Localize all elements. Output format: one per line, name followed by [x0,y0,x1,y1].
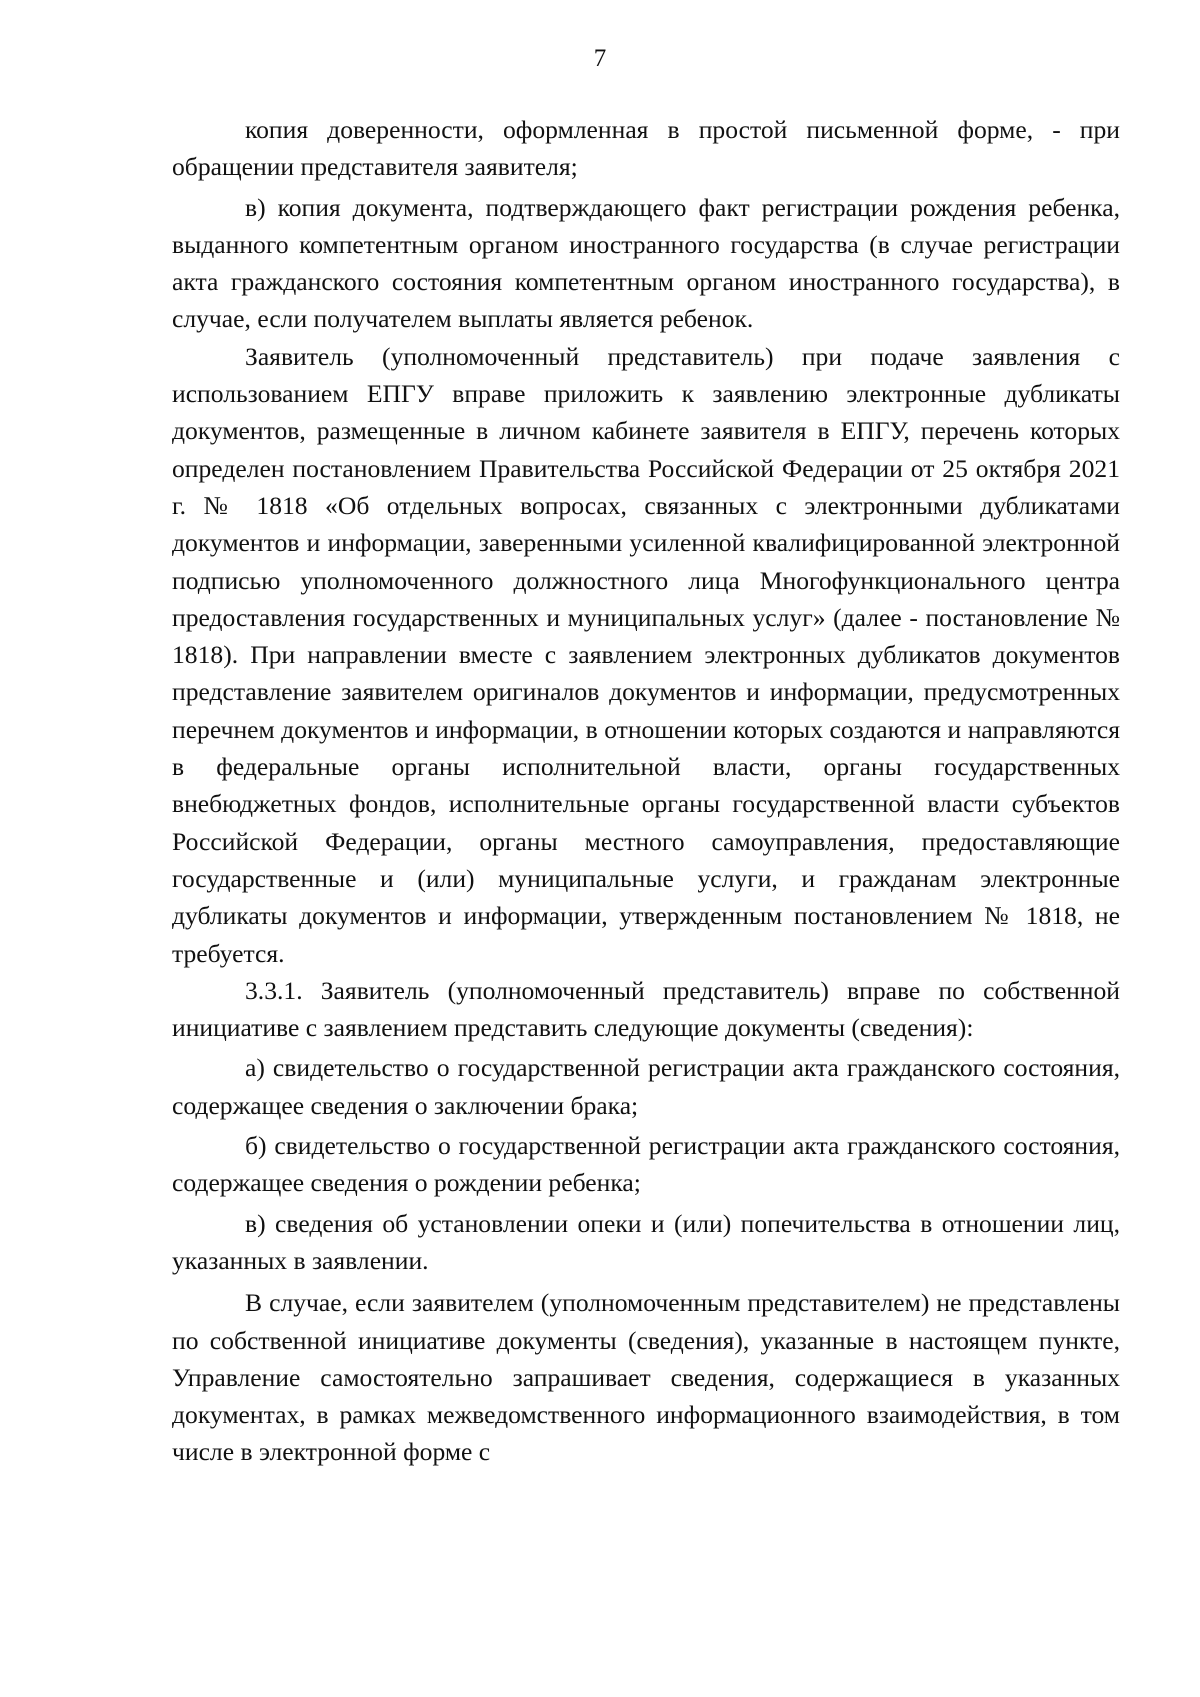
page-number: 7 [593,45,607,72]
paragraph-section-3-3-1: 3.3.1. Заявитель (уполномоченный представитель) вправе по собственной инициативе с заявлением представить следующие документы (сведения): [172,975,1120,1043]
paragraph-birth-registration-copy: в) копия документа, подтверждающего факт регистрации рождения ребенка, выданного компетентным органом иностранного государства (в случае регистрации акта гражданского состояния компетентным органом иностранного государства), в случае, если получателем выплаты является ребенок. [172,192,1120,334]
document-body [172,111,1120,1471]
paragraph-electronic-duplicates: Заявитель (уполномоченный представитель) при подаче заявления с использованием ЕПГУ вправе приложить к заявлению электронные дубликаты документов, размещенные в личном кабинете заявителя в ЕПГУ, перечень которых определен постановлением Правительства Российской Федерации от 25 октября 2021 г. № 1818 «Об отдельных вопросах, связанных с электронными дубликатами документов и информации, заверенными усиленной квалифицированной электронной подписью уполномоченного должностного лица Многофункционального центра предоставления государственных и муниципальных услуг» (далее - постановление № 1818). При направлении вместе с заявлением электронных дубликатов документов представление заявителем оригиналов документов и информации, предусмотренных перечнем документов и информации, в отношении которых создаются и направляются в федеральные органы исполнительной власти, органы государственных внебюджетных фондов, исполнительные органы государственной власти субъектов Российской Федерации, органы местного самоуправления, предоставляющие государственные и (или) муниципальные услуги, и гражданам электронные дубликаты документов и информации, утвержденным постановлением № 1818, не требуется. [172,341,1120,968]
paragraph-item-v: в) сведения об установлении опеки и (или) попечительства в отношении лиц, указанных в заявлении. [172,1208,1120,1275]
paragraph-item-b: б) свидетельство о государственной регистрации акта гражданского состояния, содержащее сведения о рождении ребенка; [172,1131,1120,1198]
paragraph-interagency-request: В случае, если заявителем (уполномоченным представителем) не представлены по собственной инициативе документы (сведения), указанные в настоящем пункте, Управление самостоятельно запрашивает сведения, содержащиеся в указанных документах, в рамках межведомственного информационного взаимодействия, в том числе в электронной форме с [172,1288,1120,1467]
paragraph-power-of-attorney: копия доверенности, оформленная в простой письменной форме, - при обращении представителя заявителя; [172,115,1120,182]
paragraph-item-a: а) свидетельство о государственной регистрации акта гражданского состояния, содержащее сведения о заключении брака; [172,1053,1120,1120]
